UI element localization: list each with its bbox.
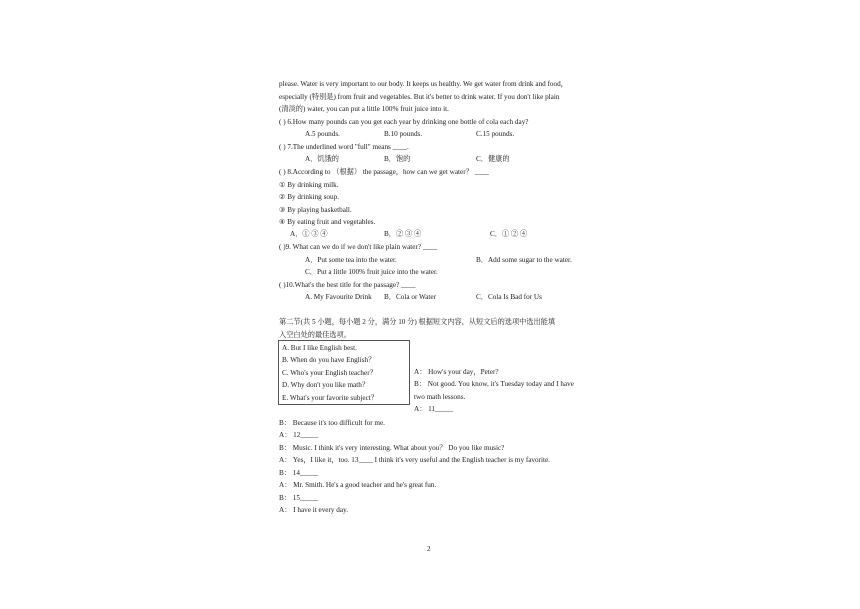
question-9-option-c: C．Put a little 100% fruit juice into the water. (305, 268, 438, 276)
dialog-line-6: B： Music. I think it's very interesting. What about you？ Do you like music? (279, 444, 505, 452)
dialog-line-2a: B： Not good. You know, it's Tuesday today and I have (414, 380, 574, 388)
option-e: E. What's your favorite subject？ (282, 394, 378, 402)
dialog-line-1: A： How's your day，Peter? (414, 368, 499, 376)
option-c: C. Who's your English teacher？ (282, 369, 377, 377)
question-9-stem: ( )9. What can we do if we don't like plain water? ____ (279, 243, 438, 251)
question-10-option-c: C．Cola Is Bad for Us (476, 293, 542, 301)
option-a: A. But I like English best. (282, 344, 357, 352)
option-b: B. When do you have English？ (282, 356, 376, 364)
question-8-item-2: ② By drinking soup. (279, 193, 339, 201)
question-8-option-b: B．② ③ ④ (384, 230, 422, 238)
question-7-option-a: A．饥饿的 (305, 155, 339, 163)
dialog-line-8: B： 14_____ (279, 469, 318, 477)
dialog-line-4: B： Because it's too difficult for me. (279, 419, 385, 427)
question-7-stem: ( ) 7.The underlined word "full" means ____. (279, 143, 409, 151)
dialog-line-10: B： 15_____ (279, 494, 318, 502)
question-9-option-b: B．Add some sugar to the water. (476, 256, 572, 264)
dialog-line-7: A： Yes，I like it，too. 13____ I think it's very useful and the English teacher is my favorite. (279, 456, 550, 464)
dialog-line-3: A： 11_____ (414, 405, 454, 413)
dialog-line-11: A： I have it every day. (279, 506, 348, 514)
question-8-option-c: C．① ② ④ (490, 230, 528, 238)
question-8-stem: ( ) 8.According to （根据） the passage，how can we get water？ ____ (279, 168, 489, 176)
question-8-option-a: A．① ③ ④ (290, 230, 328, 238)
question-9-option-a: A．Put some tea into the water. (305, 256, 397, 264)
options-box (278, 340, 410, 405)
page-number: 2 (427, 545, 431, 553)
section-2-instructions-line-1: 第二节(共 5 小题，每小题 2 分，满分 10 分) 根据短文内容，从短文后的选项中选出能填 (279, 318, 556, 326)
question-10-option-b: B．Cola or Water (384, 293, 436, 301)
dialog-line-2b: two math lessons. (414, 393, 466, 401)
question-10-stem: ( )10.What's the best title for the passage? ____ (279, 281, 416, 289)
dialog-line-5: A： 12_____ (279, 431, 319, 439)
question-10-option-a: A. My Favourite Drink (305, 293, 372, 301)
passage-line-1: please. Water is very important to our body. It keeps us healthy. We get water from drink and food， (279, 80, 568, 88)
question-6-stem: ( ) 6.How many pounds can you get each year by drinking one bottle of cola each day? (279, 118, 529, 126)
question-6-option-b: B.10 pounds. (384, 130, 423, 138)
passage-line-3: (清淡的) water, you can put a little 100% fruit juice into it. (279, 105, 449, 113)
option-d: D. Why don't you like math？ (282, 381, 370, 389)
question-8-item-1: ① By drinking milk. (279, 181, 339, 189)
question-7-option-b: B．饱的 (384, 155, 411, 163)
question-8-item-3: ③ By playing basketball. (279, 206, 352, 214)
question-7-option-c: C．健康的 (476, 155, 510, 163)
passage-line-2: especially (特别是) from fruit and vegetables. But it's better to drink water. If you don't like plain (279, 93, 560, 101)
question-6-option-c: C.15 pounds. (476, 130, 515, 138)
dialog-line-9: A： Mr. Smith. He's a good teacher and he's great fun. (279, 481, 437, 489)
question-6-option-a: A.5 pounds. (305, 130, 340, 138)
section-2-instructions-line-2: 入空白处的最佳选项。 (279, 331, 351, 339)
question-8-item-4: ④ By eating fruit and vegetables. (279, 218, 376, 226)
